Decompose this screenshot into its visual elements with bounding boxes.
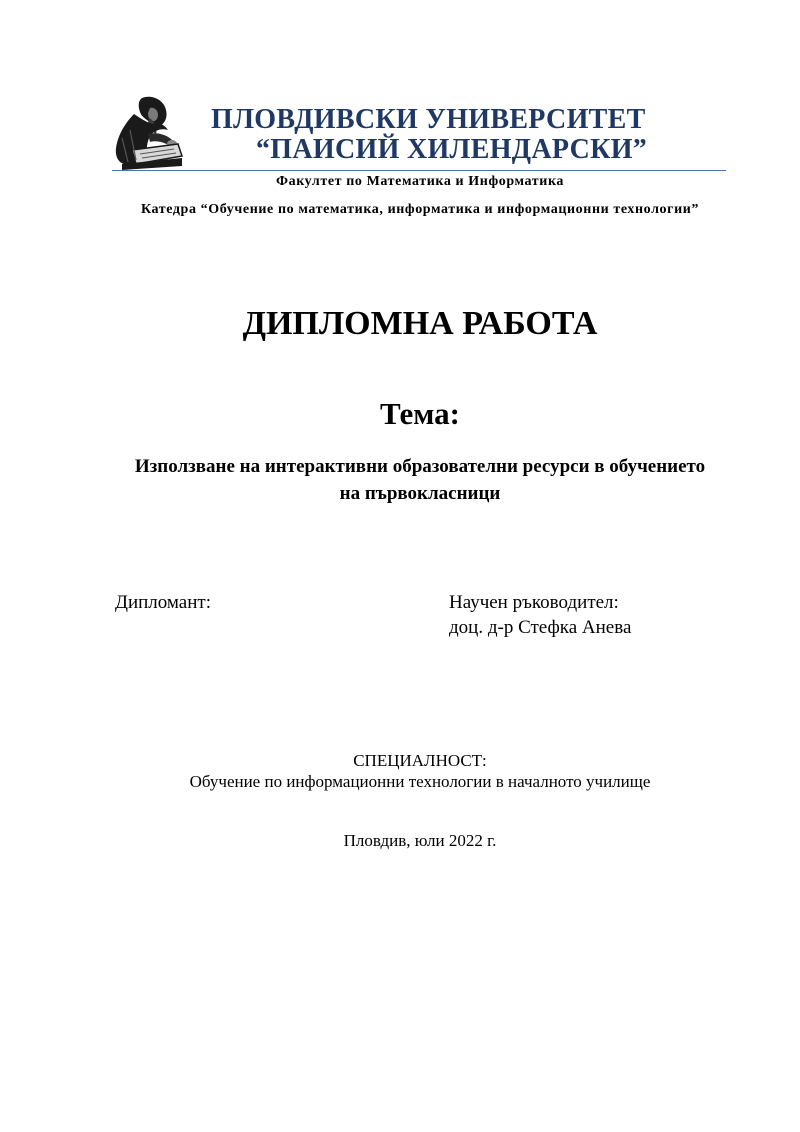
supervisor-label: Научен ръководител: [449, 592, 619, 613]
supervisor-name: доц. д-р Стефка Анева [449, 617, 632, 638]
document-title: ДИПЛОМНА РАБОТА [242, 305, 598, 342]
topic-text: Използване на интерактивни образователни ресурси в обучението на първокласници [134, 456, 706, 504]
university-logo-icon [112, 94, 184, 170]
specialty-label: СПЕЦИАЛНОСТ: [353, 751, 487, 770]
department-name: Катедра “Обучение по математика, информатика и информационни технологии” [140, 202, 700, 217]
place-date: Пловдив, юли 2022 г. [343, 831, 497, 850]
university-name-line1: ПЛОВДИВСКИ УНИВЕРСИТЕТ [211, 104, 646, 135]
header-divider [112, 170, 726, 171]
student-label: Дипломант: [115, 592, 211, 613]
faculty-name: Факултет по Математика и Информатика [275, 174, 564, 189]
topic-label: Тема: [380, 396, 460, 431]
specialty-name: Обучение по информационни технологии в началното училище [189, 772, 651, 791]
university-name-line2: “ПАИСИЙ ХИЛЕНДАРСКИ” [256, 134, 648, 165]
